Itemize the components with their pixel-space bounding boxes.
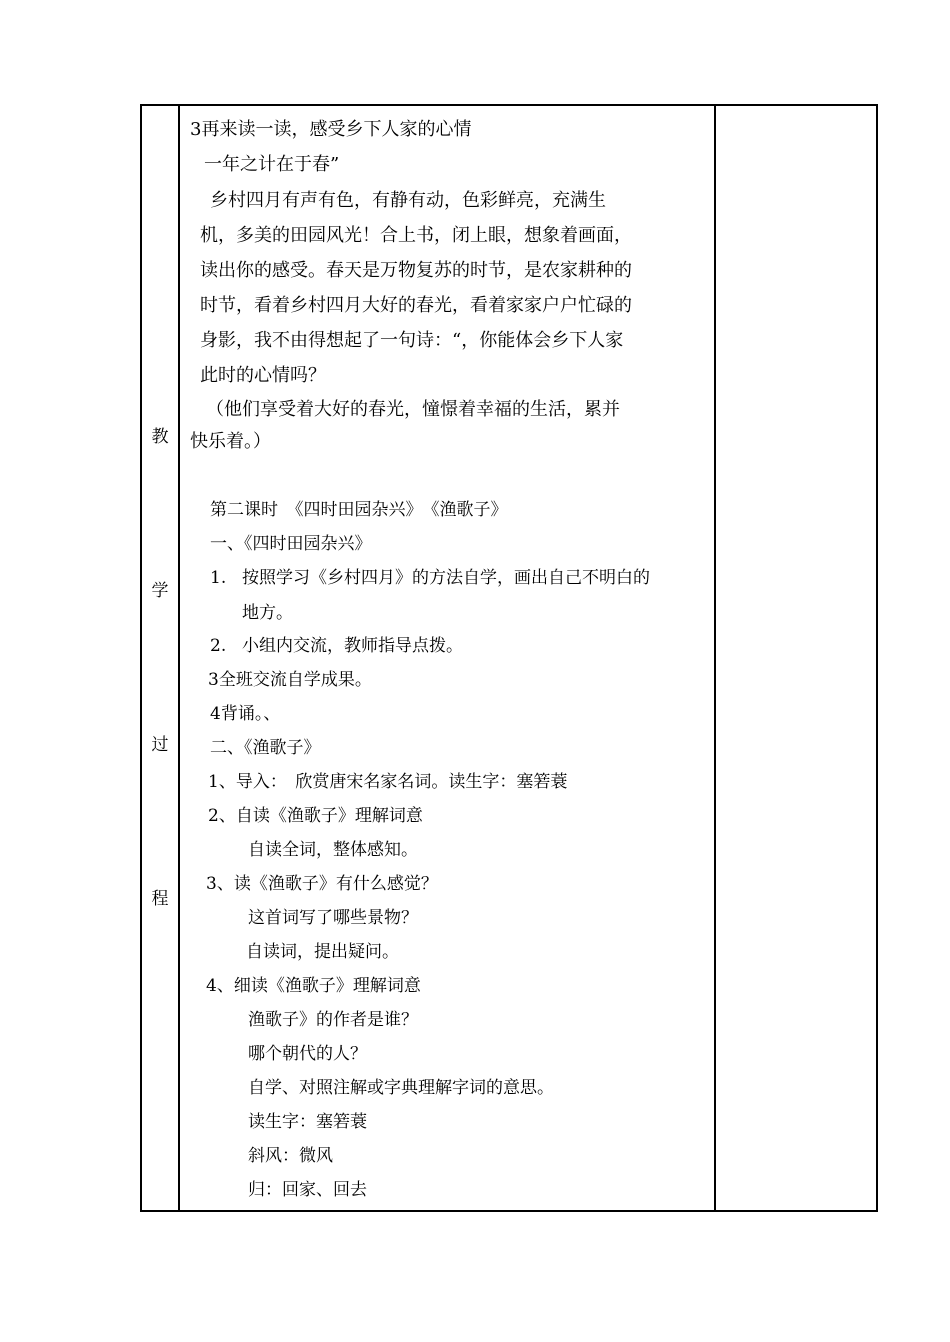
list-subitem: 这首词写了哪些景物？ (248, 908, 418, 928)
list-item: 3、读《渔歌子》有什么感觉？ (206, 874, 438, 894)
side-label-char: 教 (151, 427, 169, 447)
side-label-char: 学 (151, 581, 169, 601)
list-item: 2、自读《渔歌子》理解词意 (208, 806, 423, 826)
list-item: 4、细读《渔歌子》理解词意 (206, 976, 421, 996)
paragraph-line: 此时的心情吗？ (200, 365, 326, 386)
side-label-char: 过 (151, 735, 169, 755)
paragraph-line: 机，多美的田园风光！合上书，闭上眼，想象着画面， (200, 225, 632, 246)
paragraph-line: 乡村四月有声有色，有静有动，色彩鲜亮，充满生 (210, 190, 606, 211)
paragraph-line: 时节，看着乡村四月大好的春光，看着家家户户忙碌的 (200, 295, 632, 316)
list-item: 1、导入： 欣赏唐宋名家名词。读生字：塞箬蓑 (208, 772, 568, 792)
section-title: 二、《渔歌子》 (210, 738, 321, 758)
list-subitem: 归：回家、回去 (248, 1180, 367, 1200)
lesson-title: 第二课时 《四时田园杂兴》 《渔歌子》 (210, 500, 508, 520)
paragraph-line: 读出你的感受。春天是万物复苏的时节，是农家耕种的 (200, 260, 632, 281)
list-item: 地方。 (242, 603, 293, 623)
answer-line: 快乐着。） (190, 431, 271, 452)
list-subitem: 自读全词，整体感知。 (248, 840, 418, 860)
list-subitem: 读生字：塞箬蓑 (248, 1112, 367, 1132)
quote-line: 一年之计在于春” (204, 154, 340, 175)
notes-column (716, 106, 876, 1210)
side-label-char: 程 (151, 889, 169, 909)
section-title: 一、《四时田园杂兴》 (210, 534, 372, 554)
list-subitem: 渔歌子》的作者是谁？ (248, 1010, 418, 1030)
list-subitem: 自读词，提出疑问。 (246, 942, 399, 962)
list-item: 3全班交流自学成果。 (208, 670, 372, 690)
side-label-column (142, 106, 180, 1210)
list-subitem: 自学、对照注解或字典理解字词的意思。 (248, 1078, 554, 1098)
list-item: 按照学习《乡村四月》的方法自学，画出自己不明白的 (242, 568, 650, 588)
list-subitem: 斜风：微风 (248, 1146, 333, 1166)
paragraph-line: 身影，我不由得想起了一句诗：“，你能体会乡下人家 (200, 330, 624, 351)
list-item: 小组内交流，教师指导点拨。 (242, 636, 463, 656)
answer-line: （他们享受着大好的春光，憧憬着幸福的生活，累并 (206, 399, 620, 420)
list-number: 2. (210, 636, 227, 656)
list-subitem: 哪个朝代的人？ (248, 1044, 367, 1064)
list-number: 1. (210, 568, 227, 588)
teaching-content-column (180, 106, 716, 1210)
list-item: 4背诵。、 (210, 704, 281, 724)
section-heading: 3再来读一读，感受乡下人家的心情 (190, 119, 472, 140)
lesson-table (140, 104, 878, 1212)
